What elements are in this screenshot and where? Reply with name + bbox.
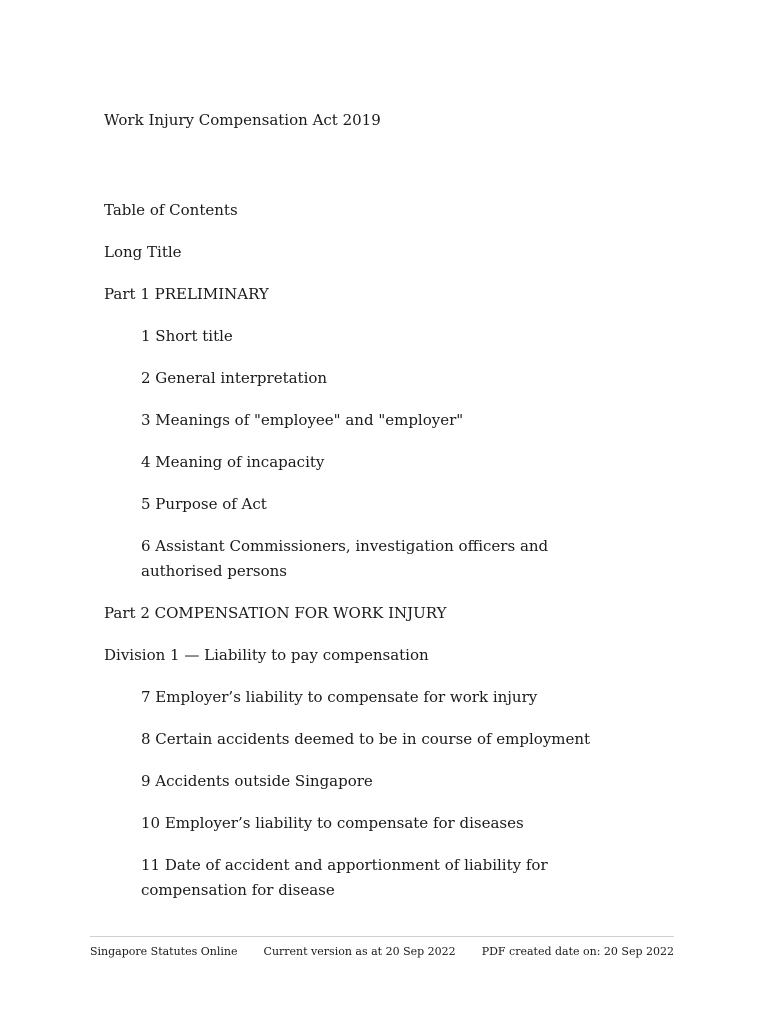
toc-entry[interactable]: 7 Employer’s liability to compensate for work injury bbox=[141, 688, 538, 706]
toc-entry[interactable]: 11 Date of accident and apportionment of liability for compensation for disease bbox=[141, 856, 548, 899]
toc-entry[interactable]: 3 Meanings of "employee" and "employer" bbox=[141, 411, 464, 429]
document-title: Work Injury Compensation Act 2019 bbox=[104, 111, 381, 129]
toc-list bbox=[104, 240, 664, 903]
toc-entry[interactable]: 5 Purpose of Act bbox=[141, 495, 267, 513]
toc-entry[interactable]: 2 General interpretation bbox=[141, 369, 328, 387]
page-footer bbox=[90, 936, 674, 960]
toc-entry[interactable]: 10 Employer’s liability to compensate for diseases bbox=[141, 814, 524, 832]
footer-source: Singapore Statutes Online bbox=[90, 945, 238, 958]
footer-created-date: PDF created date on: 20 Sep 2022 bbox=[481, 945, 674, 958]
toc-heading: Table of Contents bbox=[104, 201, 238, 219]
toc-entry[interactable]: 1 Short title bbox=[141, 327, 233, 345]
table-of-contents bbox=[104, 198, 664, 920]
toc-entry[interactable]: 6 Assistant Commissioners, investigation officers and authorised persons bbox=[141, 537, 549, 580]
footer-version: Current version as at 20 Sep 2022 bbox=[263, 945, 456, 958]
toc-entry[interactable]: 8 Certain accidents deemed to be in course of employment bbox=[141, 730, 591, 748]
toc-entry[interactable]: Long Title bbox=[104, 243, 182, 261]
toc-entry[interactable]: 9 Accidents outside Singapore bbox=[141, 772, 373, 790]
toc-entry[interactable]: 4 Meaning of incapacity bbox=[141, 453, 325, 471]
toc-entry[interactable]: Part 1 PRELIMINARY bbox=[104, 285, 269, 303]
toc-entry[interactable]: Part 2 COMPENSATION FOR WORK INJURY bbox=[104, 604, 447, 622]
toc-entry[interactable]: Division 1 — Liability to pay compensation bbox=[104, 646, 429, 664]
